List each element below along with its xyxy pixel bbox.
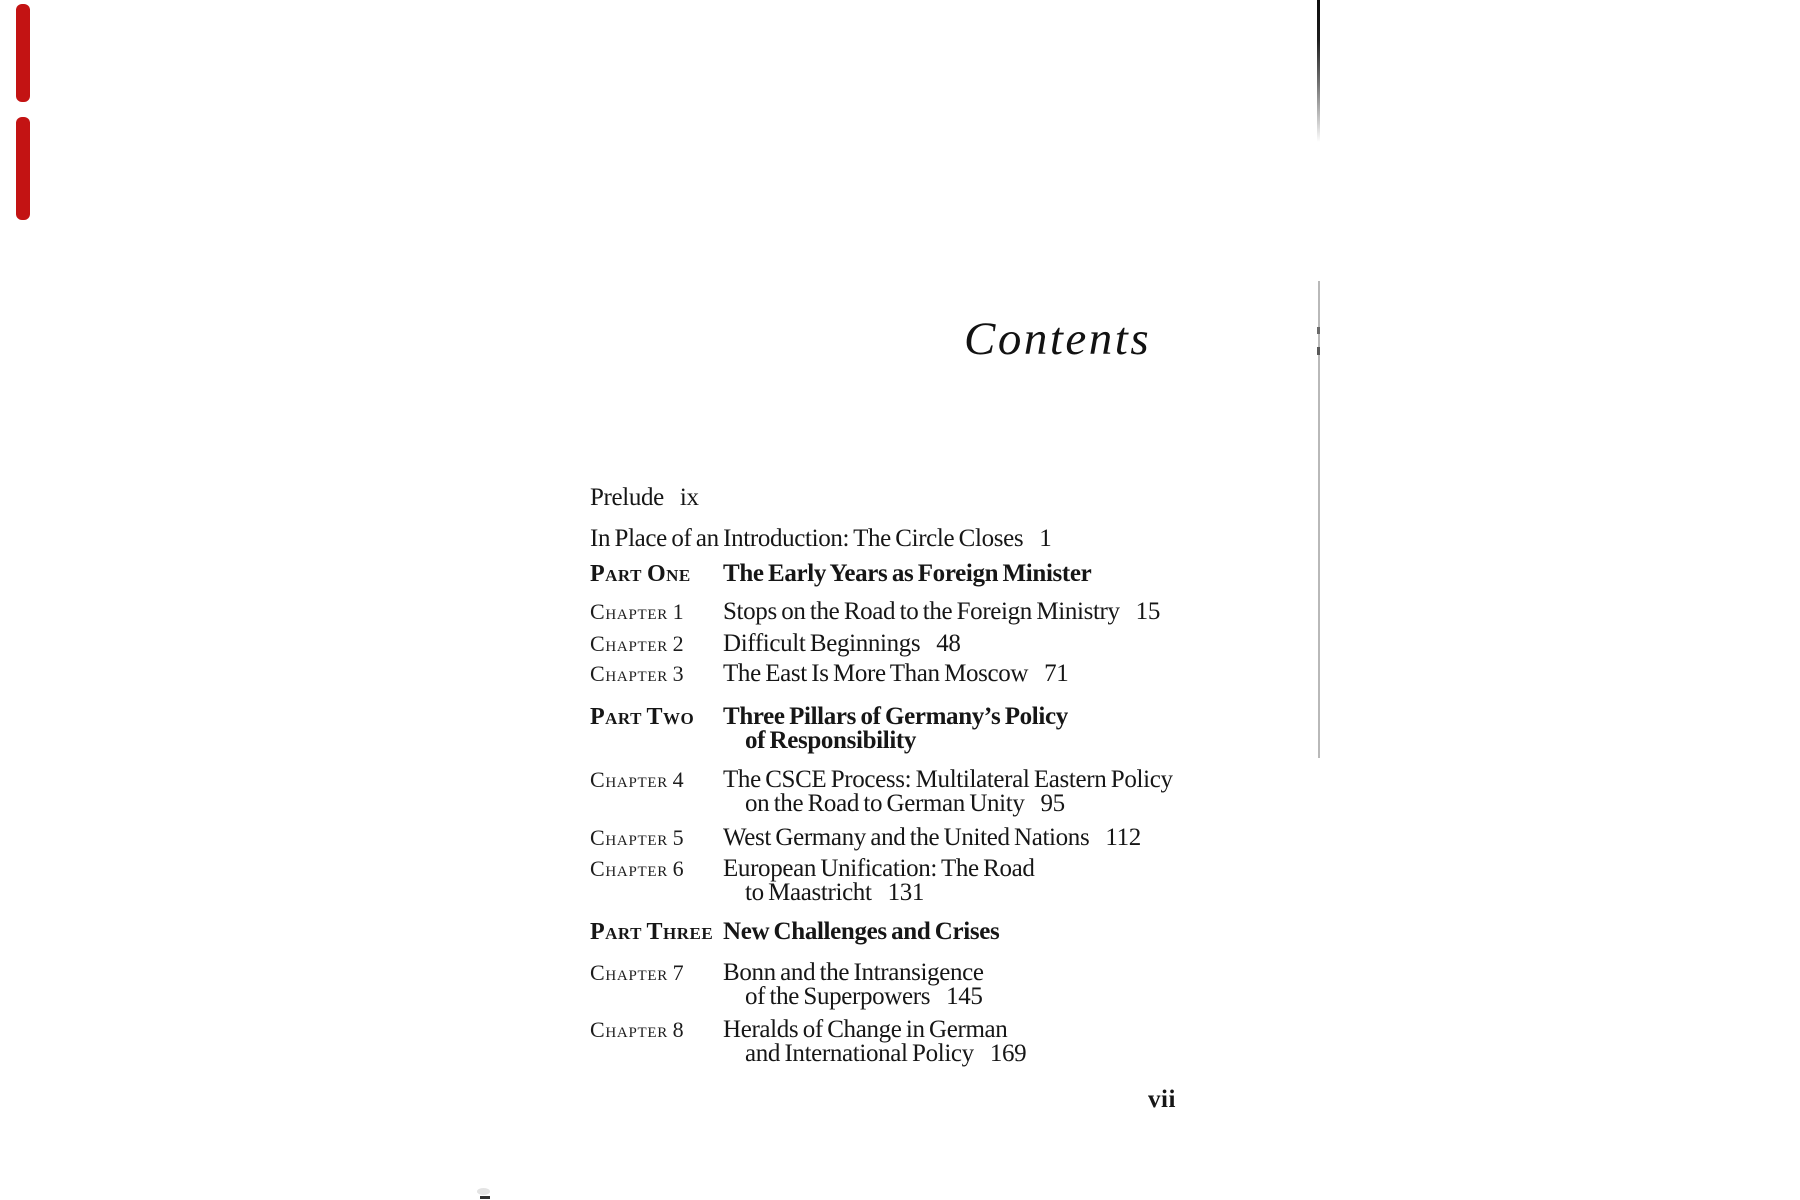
toc-entry-label: Chapter 7 xyxy=(590,960,685,985)
toc-part-title: The Early Years as Foreign Minister xyxy=(723,560,1092,587)
toc-entry-title: In Place of an Introduction: The Circle Closes xyxy=(590,525,1024,552)
toc-entry-title: West Germany and the United Nations xyxy=(723,824,1090,851)
toc-entry-label: Chapter 1 xyxy=(590,599,685,624)
toc-entry-page: 48 xyxy=(936,630,961,657)
toc-part-entry xyxy=(590,920,999,944)
toc-entry-title-cont: to Maastricht xyxy=(745,879,872,906)
toc-entry-page: 71 xyxy=(1044,660,1069,687)
toc-entry-label: Chapter 3 xyxy=(590,661,685,686)
page-edge-line-top xyxy=(1317,0,1320,142)
toc-part-title: New Challenges and Crises xyxy=(723,918,1000,945)
toc-part-entry xyxy=(590,705,1068,753)
toc-entry-label: Chapter 6 xyxy=(590,856,685,881)
red-scan-mark-top xyxy=(16,4,30,102)
toc-entry xyxy=(590,632,961,656)
toc-part-label: Part Three xyxy=(590,919,714,945)
scan-speck-dash xyxy=(480,1196,490,1199)
toc-entry-title-cont: and International Policy xyxy=(745,1040,974,1067)
toc-entry xyxy=(590,826,1141,850)
toc-part-title-cont: of Responsibility xyxy=(745,727,917,754)
toc-entry-label: Chapter 2 xyxy=(590,631,685,656)
toc-part-label: Part Two xyxy=(590,704,695,730)
toc-entry-title: Difficult Beginnings xyxy=(723,630,921,657)
toc-entry-title: European Unification: The Road xyxy=(723,855,1035,882)
toc-entry-page: 95 xyxy=(1040,790,1065,817)
toc-entry xyxy=(590,857,1035,905)
toc-entry xyxy=(590,527,1051,551)
toc-entry-label: Chapter 4 xyxy=(590,767,685,792)
toc-entry-title: Prelude xyxy=(590,484,664,511)
scan-speck xyxy=(477,1188,490,1195)
toc-entry-page: 169 xyxy=(989,1040,1027,1067)
toc-entry-page: 131 xyxy=(887,879,925,906)
toc-part-entry xyxy=(590,562,1091,586)
toc-entry xyxy=(590,662,1068,686)
toc-entry xyxy=(590,768,1173,816)
toc-entry xyxy=(590,1018,1026,1066)
toc-entry-title: Heralds of Change in German xyxy=(723,1016,1008,1043)
red-scan-mark-bottom xyxy=(16,117,30,220)
toc-entry xyxy=(590,961,984,1009)
toc-part-title: Three Pillars of Germany’s Policy xyxy=(723,703,1068,730)
toc-entry-page: ix xyxy=(679,484,699,511)
toc-entry-title-cont: of the Superpowers xyxy=(745,983,931,1010)
page-title: Contents xyxy=(964,313,1152,365)
toc-entry-label: Chapter 8 xyxy=(590,1017,685,1042)
toc-entry xyxy=(590,486,699,510)
toc-entry-page: 145 xyxy=(946,983,983,1010)
toc-entry-page: 112 xyxy=(1105,824,1141,851)
toc-entry-title-cont: on the Road to German Unity xyxy=(745,790,1025,817)
page-edge-smudge xyxy=(1317,327,1320,334)
toc-part-label: Part One xyxy=(590,561,691,587)
toc-entry-title: Stops on the Road to the Foreign Ministry xyxy=(723,598,1120,625)
toc-entry-page: 15 xyxy=(1135,598,1160,625)
page-number: vii xyxy=(1148,1086,1176,1113)
toc-entry-title: The East Is More Than Moscow xyxy=(723,660,1029,687)
toc-entry-label: Chapter 5 xyxy=(590,825,685,850)
toc-entry-title: Bonn and the Intransigence xyxy=(723,959,984,986)
toc-entry xyxy=(590,600,1160,624)
toc-entry-page: 1 xyxy=(1039,525,1052,552)
toc-entry-title: The CSCE Process: Multilateral Eastern Policy xyxy=(723,766,1173,793)
page-edge-smudge xyxy=(1317,347,1320,355)
